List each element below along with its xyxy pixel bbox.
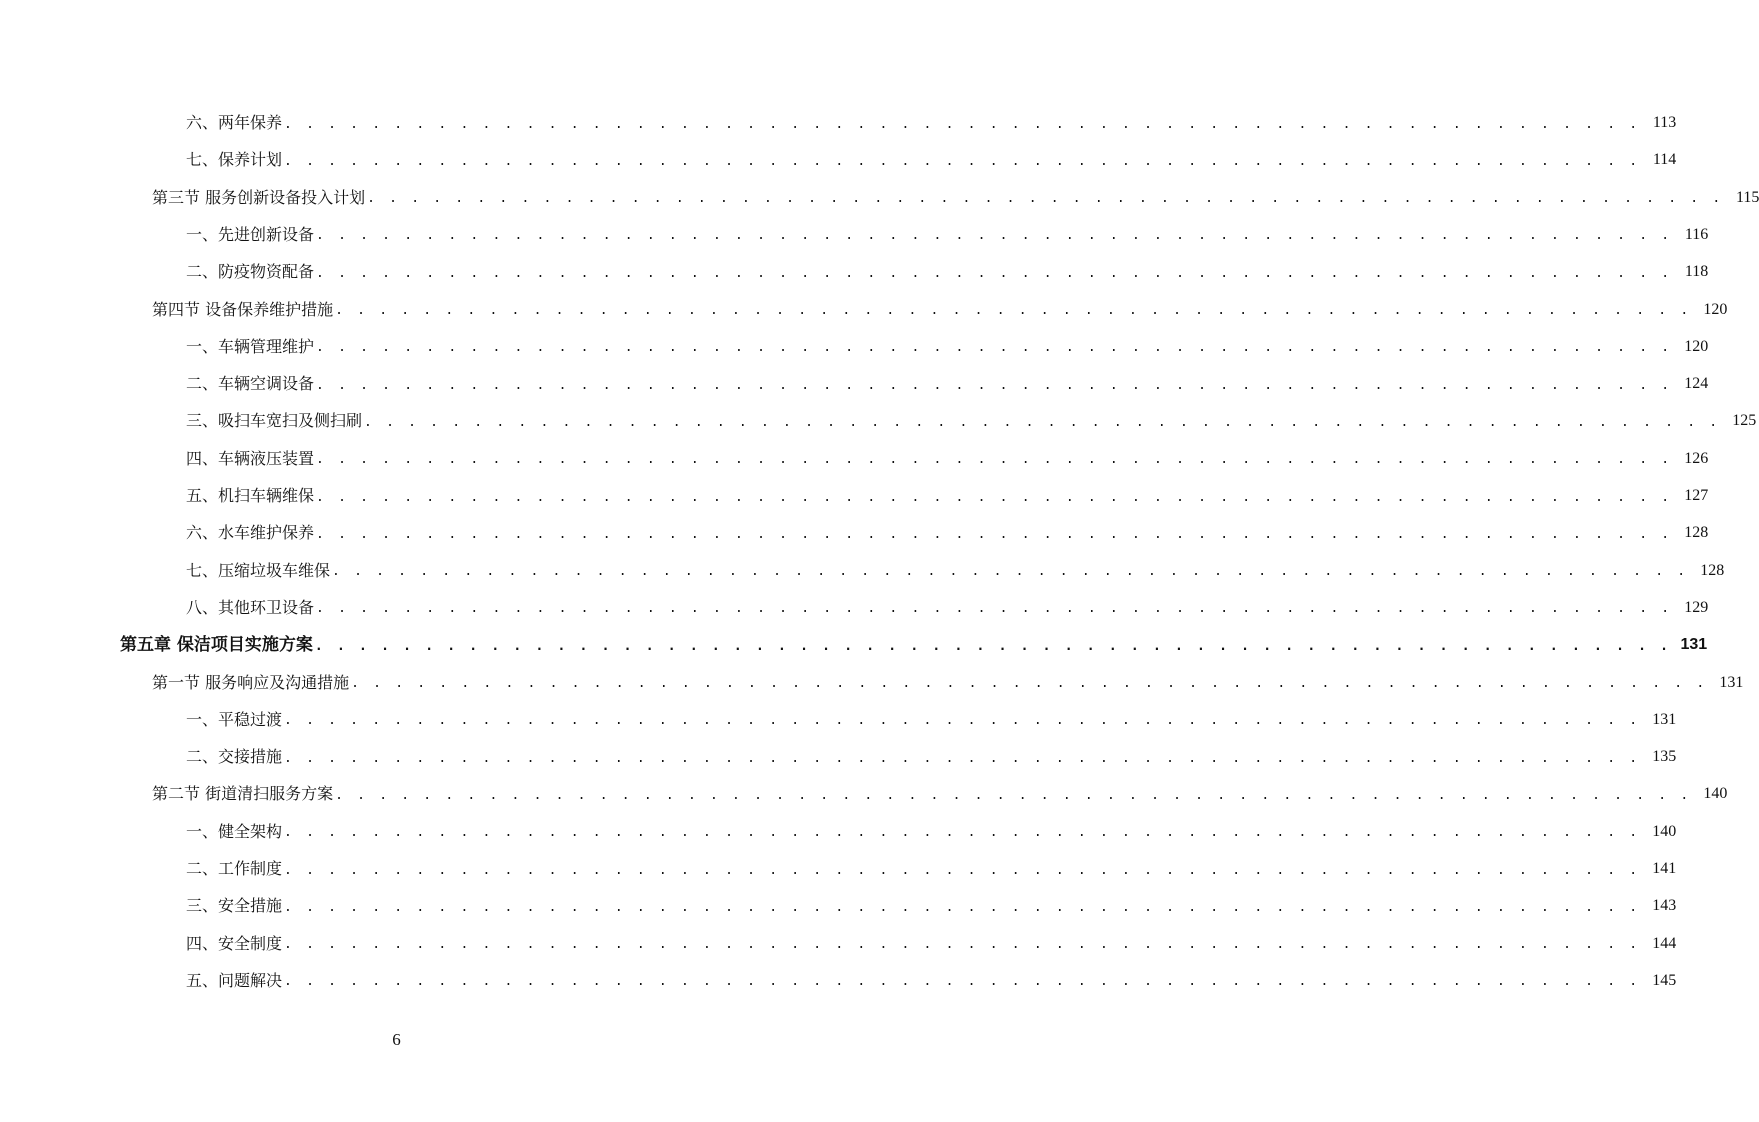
toc-entry-page-number: 141 bbox=[1652, 860, 1677, 877]
toc-entry-page-number: 118 bbox=[1684, 263, 1709, 281]
toc-entry-page-number: 126 bbox=[1684, 449, 1709, 467]
toc-dot-leader: . . . . . . . . . . . . . . . . . . . . . . . . . . . . . . . . . . . . . . . . . . . . . . . . . . . . . . . . . . . . . . bbox=[316, 526, 1673, 542]
toc-entry-page-number: 124 bbox=[1684, 375, 1709, 393]
toc-entry[interactable] bbox=[186, 929, 1677, 959]
toc-dot-leader: . . . . . . . . . . . . . . . . . . . . . . . . . . . . . . . . . . . . . . . . . . . . . . . . . . . . . . . . . . . . . . bbox=[284, 116, 1641, 132]
toc-entry[interactable] bbox=[186, 481, 1709, 511]
toc-entry-page-number: 114 bbox=[1652, 151, 1677, 169]
toc-entry-title: 二、车辆空调设备 bbox=[186, 374, 315, 394]
toc-dot-leader: . . . . . . . . . . . . . . . . . . . . . . . . . . . . . . . . . . . . . . . . . . . . . . . . . . . . . . . . . . . . . . bbox=[335, 303, 1692, 318]
toc-entry-page-number: 140 bbox=[1652, 822, 1677, 840]
toc-dot-leader: . . . . . . . . . . . . . . . . . . . . . . . . . . . . . . . . . . . . . . . . . . . . . . . . . . . . . . . . . . . . . . bbox=[316, 489, 1673, 505]
toc-entry-page-number: 113 bbox=[1652, 114, 1677, 131]
toc-entry-page-number: 127 bbox=[1684, 487, 1709, 504]
toc-entry-page-number: 128 bbox=[1700, 561, 1725, 579]
toc-entry[interactable] bbox=[186, 332, 1709, 362]
toc-entry[interactable] bbox=[152, 668, 1744, 698]
toc-entry[interactable] bbox=[186, 518, 1709, 548]
toc-entry[interactable] bbox=[186, 220, 1709, 250]
toc-entry[interactable] bbox=[120, 630, 1708, 660]
toc-dot-leader: . . . . . . . . . . . . . . . . . . . . . . . . . . . . . . . . . . . . . . . . . . . . . . . . . . . . . . . . . . . . . . bbox=[316, 340, 1673, 356]
toc-entry-title: 第三节 服务创新设备投入计划 bbox=[152, 187, 366, 207]
toc-dot-leader: . . . . . . . . . . . . . . . . . . . . . . . . . . . . . . . . . . . . . . . . . . . . . . . . . . . . . . . . . . . . . . bbox=[332, 564, 1689, 580]
toc-entry-title: 一、车辆管理维护 bbox=[186, 336, 315, 356]
toc-entry-page-number: 129 bbox=[1684, 598, 1709, 616]
toc-entry-title: 第二节 街道清扫服务方案 bbox=[152, 784, 334, 804]
toc-dot-leader: . . . . . . . . . . . . . . . . . . . . . . . . . . . . . . . . . . . . . . . . . . . . . . . . . . . . . . . . . . . . . . bbox=[284, 825, 1641, 841]
toc-entry[interactable] bbox=[186, 742, 1677, 772]
toc-dot-leader: . . . . . . . . . . . . . . . . . . . . . . . . . . . . . . . . . . . . . . . . . . . . . . . . . . . . . . . . . . . . . . bbox=[314, 638, 1672, 654]
toc-entry[interactable] bbox=[186, 891, 1677, 921]
toc-entry-title: 一、平稳过渡 bbox=[186, 709, 283, 729]
toc-entry[interactable] bbox=[186, 406, 1757, 436]
toc-entry-page-number: 143 bbox=[1652, 897, 1677, 915]
toc-entry-title: 一、健全架构 bbox=[186, 821, 283, 841]
toc-entry-page-number: 116 bbox=[1684, 225, 1709, 243]
toc-entry-title: 二、交接措施 bbox=[186, 747, 283, 767]
toc-entry-title: 一、先进创新设备 bbox=[186, 224, 315, 244]
toc-dot-leader: . . . . . . . . . . . . . . . . . . . . . . . . . . . . . . . . . . . . . . . . . . . . . . . . . . . . . . . . . . . . . . bbox=[367, 191, 1724, 207]
toc-entry-title: 六、水车维护保养 bbox=[186, 523, 315, 543]
toc-dot-leader: . . . . . . . . . . . . . . . . . . . . . . . . . . . . . . . . . . . . . . . . . . . . . . . . . . . . . . . . . . . . . . bbox=[335, 787, 1692, 803]
toc-entry-title: 五、问题解决 bbox=[186, 970, 283, 990]
toc-entry-page-number: 131 bbox=[1652, 710, 1677, 728]
toc-entry-page-number: 131 bbox=[1719, 673, 1744, 691]
toc-entry-title: 第五章 保洁项目实施方案 bbox=[120, 635, 313, 656]
toc-entry-title: 三、吸扫车宽扫及侧扫刷 bbox=[186, 411, 363, 431]
toc-entry[interactable] bbox=[152, 295, 1728, 325]
toc-entry-page-number: 128 bbox=[1684, 524, 1709, 542]
toc-entry-page-number: 144 bbox=[1652, 934, 1677, 952]
toc-dot-leader: . . . . . . . . . . . . . . . . . . . . . . . . . . . . . . . . . . . . . . . . . . . . . . . . . . . . . . . . . . . . . . bbox=[284, 750, 1641, 766]
toc-entry-page-number: 125 bbox=[1732, 412, 1757, 430]
toc-dot-leader: . . . . . . . . . . . . . . . . . . . . . . . . . . . . . . . . . . . . . . . . . . . . . . . . . . . . . . . . . . . . . . bbox=[316, 452, 1673, 468]
toc-entry-title: 四、安全制度 bbox=[186, 933, 283, 953]
toc-entry[interactable] bbox=[186, 369, 1709, 399]
toc-entry[interactable] bbox=[186, 556, 1725, 586]
toc-entry-page-number: 140 bbox=[1703, 785, 1728, 803]
toc-dot-leader: . . . . . . . . . . . . . . . . . . . . . . . . . . . . . . . . . . . . . . . . . . . . . . . . . . . . . . . . . . . . . . bbox=[316, 377, 1673, 393]
toc-dot-leader: . . . . . . . . . . . . . . . . . . . . . . . . . . . . . . . . . . . . . . . . . . . . . . . . . . . . . . . . . . . . . . bbox=[364, 414, 1721, 430]
toc-dot-leader: . . . . . . . . . . . . . . . . . . . . . . . . . . . . . . . . . . . . . . . . . . . . . . . . . . . . . . . . . . . . . . bbox=[284, 974, 1641, 990]
toc-entry-page-number: 145 bbox=[1652, 971, 1677, 989]
toc-entry[interactable] bbox=[152, 779, 1728, 809]
toc-dot-leader: . . . . . . . . . . . . . . . . . . . . . . . . . . . . . . . . . . . . . . . . . . . . . . . . . . . . . . . . . . . . . . bbox=[351, 676, 1708, 691]
toc-entry[interactable] bbox=[186, 817, 1677, 847]
toc-entry[interactable] bbox=[186, 593, 1709, 623]
toc-entry-title: 四、车辆液压装置 bbox=[186, 448, 315, 468]
toc-entry-page-number: 135 bbox=[1652, 748, 1677, 766]
toc-dot-leader: . . . . . . . . . . . . . . . . . . . . . . . . . . . . . . . . . . . . . . . . . . . . . . . . . . . . . . . . . . . . . . bbox=[284, 899, 1641, 915]
toc-entry-page-number: 115 bbox=[1735, 188, 1759, 206]
toc-entry-title: 七、压缩垃圾车维保 bbox=[186, 560, 331, 580]
toc-dot-leader: . . . . . . . . . . . . . . . . . . . . . . . . . . . . . . . . . . . . . . . . . . . . . . . . . . . . . . . . . . . . . . bbox=[284, 937, 1641, 953]
toc-entry[interactable] bbox=[186, 108, 1677, 138]
toc-dot-leader: . . . . . . . . . . . . . . . . . . . . . . . . . . . . . . . . . . . . . . . . . . . . . . . . . . . . . . . . . . . . . . bbox=[284, 713, 1641, 729]
toc-entry-page-number: 120 bbox=[1703, 300, 1728, 318]
toc-entry-title: 第四节 设备保养维护措施 bbox=[152, 299, 334, 319]
toc-entry-title: 八、其他环卫设备 bbox=[186, 597, 315, 617]
toc-dot-leader: . . . . . . . . . . . . . . . . . . . . . . . . . . . . . . . . . . . . . . . . . . . . . . . . . . . . . . . . . . . . . . bbox=[316, 228, 1673, 244]
toc-entry[interactable] bbox=[186, 854, 1677, 884]
toc-entry[interactable] bbox=[186, 145, 1677, 175]
toc-entry[interactable] bbox=[186, 966, 1677, 996]
toc-entry[interactable] bbox=[186, 444, 1709, 474]
toc-entry-title: 七、保养计划 bbox=[186, 150, 283, 170]
toc-entry-page-number: 131 bbox=[1680, 636, 1708, 654]
toc-entry-title: 三、安全措施 bbox=[186, 896, 283, 916]
toc-entry-title: 五、机扫车辆维保 bbox=[186, 486, 315, 505]
page-number: 6 bbox=[392, 1030, 401, 1049]
toc-dot-leader: . . . . . . . . . . . . . . . . . . . . . . . . . . . . . . . . . . . . . . . . . . . . . . . . . . . . . . . . . . . . . . bbox=[284, 153, 1641, 169]
toc-dot-leader: . . . . . . . . . . . . . . . . . . . . . . . . . . . . . . . . . . . . . . . . . . . . . . . . . . . . . . . . . . . . . . bbox=[316, 601, 1673, 617]
toc-dot-leader: . . . . . . . . . . . . . . . . . . . . . . . . . . . . . . . . . . . . . . . . . . . . . . . . . . . . . . . . . . . . . . bbox=[284, 862, 1641, 878]
toc-entry-title: 二、工作制度 bbox=[186, 859, 283, 878]
toc-entry[interactable] bbox=[186, 705, 1677, 735]
toc-entry-title: 二、防疫物资配备 bbox=[186, 262, 315, 282]
toc-entry-page-number: 120 bbox=[1684, 337, 1709, 355]
toc-entry-title: 第一节 服务响应及沟通措施 bbox=[152, 672, 350, 692]
toc-entry[interactable] bbox=[186, 257, 1709, 287]
toc-dot-leader: . . . . . . . . . . . . . . . . . . . . . . . . . . . . . . . . . . . . . . . . . . . . . . . . . . . . . . . . . . . . . . bbox=[316, 265, 1673, 281]
toc-entry-title: 六、两年保养 bbox=[186, 113, 283, 132]
toc-entry[interactable] bbox=[152, 183, 1759, 213]
